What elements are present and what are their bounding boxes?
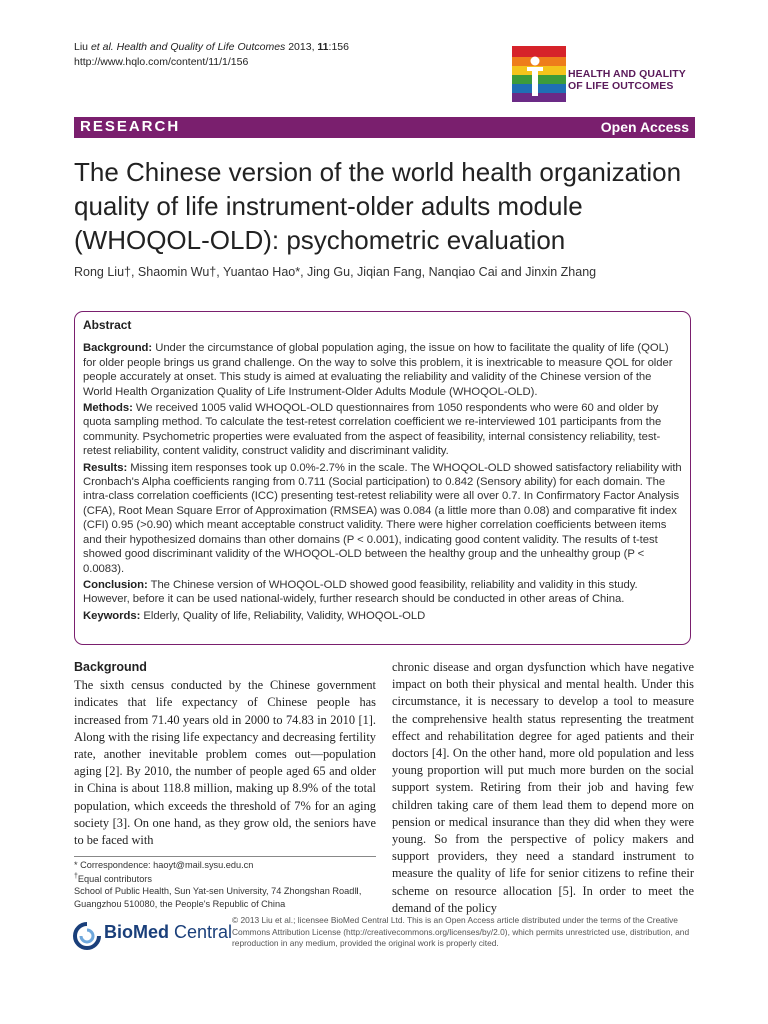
footnote-divider [74,856,376,857]
biomed-central-logo [72,917,233,957]
dagger-mark: † [74,873,78,881]
abstract-results-text: Missing item responses took up 0.0%-2.7% in the scale. The WHOQOL-OLD showed satisfactory reliability with Cronbach's Alpha coefficients ranging from 0.711 (Social participation) to 0.842 (Sensory ability) for each domain. The intra-class correlation coefficients (ICC) presenting test-retest reliability were all over 0.7. In Confirmatory Factor Analysis (CFA), Root Mean Square Error of Approximation (RMSEA) was 0.084 (a little more than 0.08) and comparative fit index (CFI) 0.95 (>0.90) which meant acceptable construct validity. There were higher correlation coefficients between items and their hypothesized domains than other domains (P < 0.001), indicating good content validity. The results of t-test showed good discriminant validity of the WHOQOL-OLD between the healthy group and the unhealthy group (P < 0.0083). [83,461,682,575]
citation-page: :156 [328,41,349,53]
citation-year: 2013, [285,41,318,53]
abstract-methods [83,401,682,459]
citation-etal: et al. [90,41,114,53]
biomed-swirl-icon [72,921,102,951]
person-icon [522,56,548,96]
citation-line [74,40,349,55]
abstract-results-label: Results: [83,461,128,474]
equal-contributors-note [74,871,384,885]
journal-logo-text [568,68,686,92]
abstract-keywords [83,609,682,623]
rainbow-bars-icon [512,46,566,102]
body-column-left [74,659,376,849]
journal-logo-line1: HEALTH AND QUALITY [568,68,686,80]
abstract-results [83,461,682,576]
abstract-background-label: Background: [83,342,153,355]
citation-volume: 11 [317,41,329,53]
article-title: The Chinese version of the world health organization quality of life instrument-older adults module (WHOQOL-OLD): psychometric evaluation [74,157,682,255]
license-text: © 2013 Liu et al.; licensee BioMed Central Ltd. This is an Open Access article distributed under the terms of the Creative Commons Attribution License (http://creativecommons.org/licenses/by/2.0), which permits unrestricted use, distribution, and reproduction in any medium, provided the original work is properly cited. [232,915,690,949]
biomed-wordmark-bold: BioMed [104,922,169,942]
abstract-keywords-label: Keywords: [83,609,141,622]
biomed-wordmark-regular: Central [169,922,233,942]
author-list: Rong Liu†, Shaomin Wu†, Yuantao Hao*, Jing Gu, Jiqian Fang, Nanqiao Cai and Jinxin Zhang [74,265,597,279]
article-url[interactable]: http://www.hqlo.com/content/11/1/156 [74,56,249,68]
journal-logo [512,46,702,106]
background-heading: Background [74,660,147,674]
body-paragraph-1: The sixth census conducted by the Chinese government indicates that life expectancy of Chinese people has increased from 71.40 years old in 2000 to 74.83 in 2010 [1]. Along with the rising life expectancy and decreasing fertility rate, another inevitable problem comes out—population aging [2]. By 2010, the number of people aged 65 and older in China is about 118.8 million, making up 8.9% of the total population, which exceeds the threshold of 7% for an aging society [3]. On one hand, as they grow old, the seniors have to be faced with [74,678,376,848]
body-paragraph-2: chronic disease and organ dysfunction which have negative impact on both their physical and mental health. Under this circumstance, it is necessary to develop a tool to measure the comprehensive health status representing the treatment effect and rehabilitation degree for aged patients and their doctors [4]. On the other hand, more old population and less young proportion will put much more burden on the social support system. Retiring from their job and having few children taking care of them lead them to depend more on pension or medical insurance than they did when they were young. So from the perspective of policy makers and support providers, they need a standard instrument to measure the quality of life for senior citizens to refine their scheme on resource allocation [5]. In order to meet the demand of the policy [392,660,694,915]
journal-logo-line2: OF LIFE OUTCOMES [568,80,674,92]
abstract-methods-label: Methods: [83,402,133,415]
affiliation-line-1: School of Public Health, Sun Yat-sen University, 74 Zhongshan RoadⅡ, [74,886,362,897]
equal-contributors-text: Equal contributors [77,874,152,885]
abstract-conclusion-text: The Chinese version of WHOQOL-OLD showed good feasibility, reliability and validity in this study. However, before it can be used national-widely, further research should be conducted in other areas of China. [83,578,638,606]
abstract-background [83,341,682,399]
affiliation-line-2: Guangzhou 510080, the People's Republic of China [74,898,286,909]
abstract-conclusion-label: Conclusion: [83,578,148,591]
abstract-box [74,311,691,645]
citation-header [74,40,349,70]
abstract-conclusion [83,578,682,607]
citation-journal: Health and Quality of Life Outcomes [113,41,286,53]
open-access-label: Open Access [600,119,689,135]
biomed-central-wordmark [104,922,232,943]
abstract-background-text: Under the circumstance of global population aging, the issue on how to facilitate the quality of life (QOL) for older people brings us grand challenge. On the way to solve this problem, it is inextricable to measure QOL for older people accurately at onset. This study is aimed at evaluating the reliability and validity of the Chinese version of the World Health Organization Quality of Life Instrument-Older Adults Module (WHOQOL-OLD). [83,342,673,398]
body-column-right [392,659,694,917]
abstract-methods-text: We received 1005 valid WHOQOL-OLD questionnaires from 1050 respondents who were 60 and older by quota sampling method. To calculate the test-retest correlation coefficient we re-interviewed 101 participants from the community. Psychometric properties were evaluated from the aspect of feasibility, internal consistency reliability, test-retest reliability, content validity, construct validity and discriminant validity. [83,402,662,458]
section-banner [74,117,695,138]
section-label: RESEARCH [80,118,181,135]
correspondence-note: * Correspondence: haoyt@mail.sysu.edu.cn [74,860,254,870]
footnotes [74,859,384,910]
abstract-keywords-text: Elderly, Quality of life, Reliability, Validity, WHOQOL-OLD [140,609,426,622]
citation-authors: Liu [74,41,91,53]
abstract-heading: Abstract [83,318,132,332]
